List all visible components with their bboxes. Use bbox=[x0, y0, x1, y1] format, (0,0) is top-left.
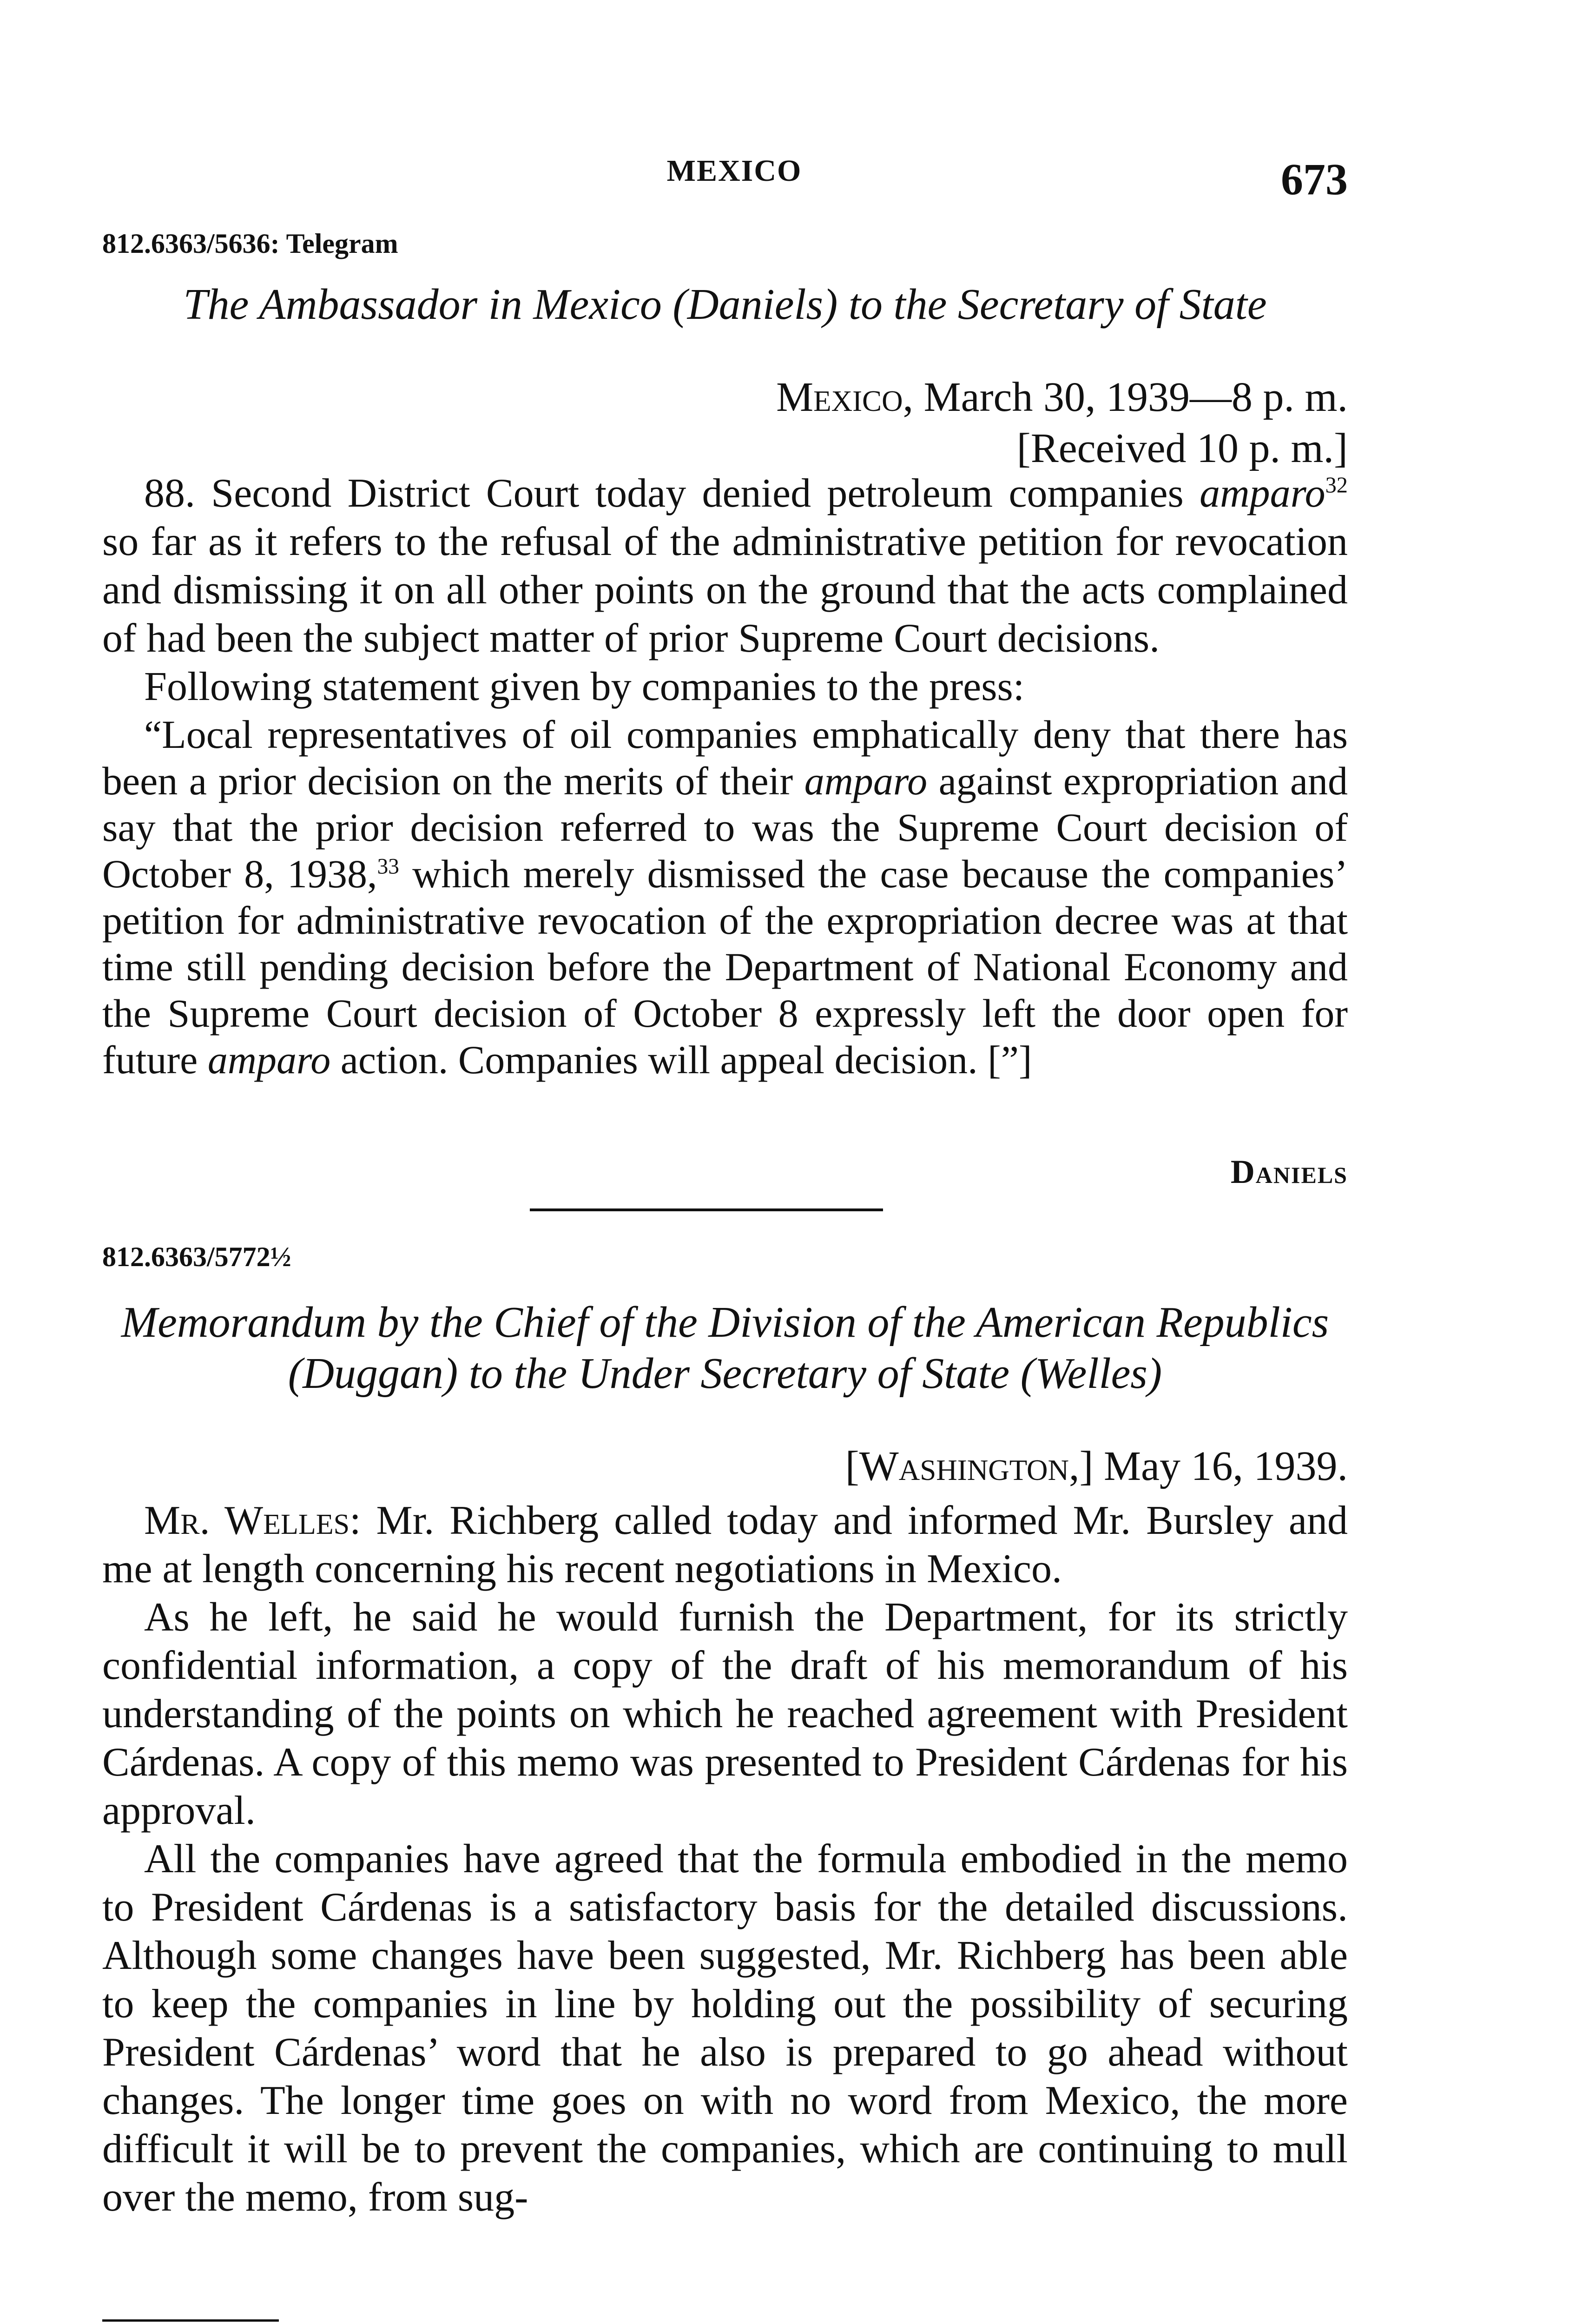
file-reference-2: 812.6363/5772½ bbox=[102, 1241, 291, 1272]
received-time: [Received 10 p. m.] bbox=[1016, 425, 1348, 471]
dateline-place: Mexico, bbox=[776, 374, 914, 420]
telegram-paragraph-1: 88. Second District Court today denied petroleum companies amparo$^{32}$ so far as it refers to the refusal of the administrative petition for revocation and dismissing it on all other points on the ground that the acts complained of had been the subject matter of prior Supreme Court decisions. bbox=[102, 471, 1348, 661]
footnote-ref-33: 33 bbox=[377, 854, 399, 879]
dateline-place: [Washington,] bbox=[845, 1443, 1094, 1489]
section-divider bbox=[530, 1208, 883, 1211]
signature-daniels: Daniels bbox=[1230, 1153, 1348, 1190]
memo-paragraph-2: As he left, he said he would furnish the Department, for its strictly confidential information, a copy of the draft of his memorandum of his understanding of the points on which he reached agreement with President Cárdenas. A copy of this memo was presented to President Cárdenas for his approval. bbox=[102, 1595, 1348, 1833]
telegram-body bbox=[102, 469, 1348, 1083]
document-heading-1: The Ambassador in Mexico (Daniels) to the Secretary of State bbox=[183, 280, 1267, 329]
running-head: MEXICO bbox=[666, 154, 802, 188]
page-number: 673 bbox=[1281, 154, 1348, 204]
telegram-paragraph-2: Following statement given by companies to the press: bbox=[144, 664, 1025, 709]
memo-paragraph-1: Mr. Welles: Mr. Richberg called today and informed Mr. Bursley and me at length concerning his recent negotiations in Mexico. bbox=[102, 1498, 1348, 1591]
amparo-term: amparo bbox=[1200, 471, 1325, 516]
memo-paragraph-3: All the companies have agreed that the formula embodied in the memo to President Cárdenas is a satisfactory basis for the detailed discussions. Although some changes have been suggested, Mr. Richberg has been able to keep the companies in line by holding out the possibility of securing President Cárdenas’ word that he also is prepared to go ahead without changes. The longer time goes on with no word from Mexico, the more difficult it will be to prevent the companies, which are continuing to mull over the memo, from sug- bbox=[102, 1836, 1348, 2220]
heading-line-2: (Duggan) to the Under Secretary of State (Welles) bbox=[288, 1349, 1162, 1398]
file-reference-1: 812.6363/5636: Telegram bbox=[102, 228, 398, 259]
salutation: Mr. Welles bbox=[144, 1498, 350, 1543]
press-statement-quote: “Local representatives of oil companies emphatically deny that there has been a prior decision on the merits of their amparo against expropriation and say that the prior decision referred to was the Supreme Court decision of October 8, 1938,33 which merely dismissed the case because the companies’ petition for administrative revocation of the expropriation decree was at that time still pending decision before the Department of National Economy and the Supreme Court decision of October 8 expressly left the door open for future amparo action. Companies will appeal decision. [”] bbox=[102, 712, 1348, 1082]
footnote-divider bbox=[102, 2319, 279, 2322]
memorandum-body bbox=[102, 1497, 1348, 2222]
heading-line-1: Memorandum by the Chief of the Division of the American Republics bbox=[121, 1298, 1329, 1347]
document-heading-2 bbox=[93, 1297, 1357, 1399]
footnote-ref-32: 32 bbox=[1325, 473, 1348, 498]
dateline-date: May 16, 1939. bbox=[1093, 1443, 1348, 1489]
amparo-term: amparo bbox=[804, 759, 928, 803]
amparo-term: amparo bbox=[207, 1037, 331, 1082]
dateline-1 bbox=[511, 372, 1348, 423]
dateline-time: March 30, 1939—8 p. m. bbox=[913, 374, 1348, 420]
dateline-2 bbox=[511, 1441, 1348, 1492]
